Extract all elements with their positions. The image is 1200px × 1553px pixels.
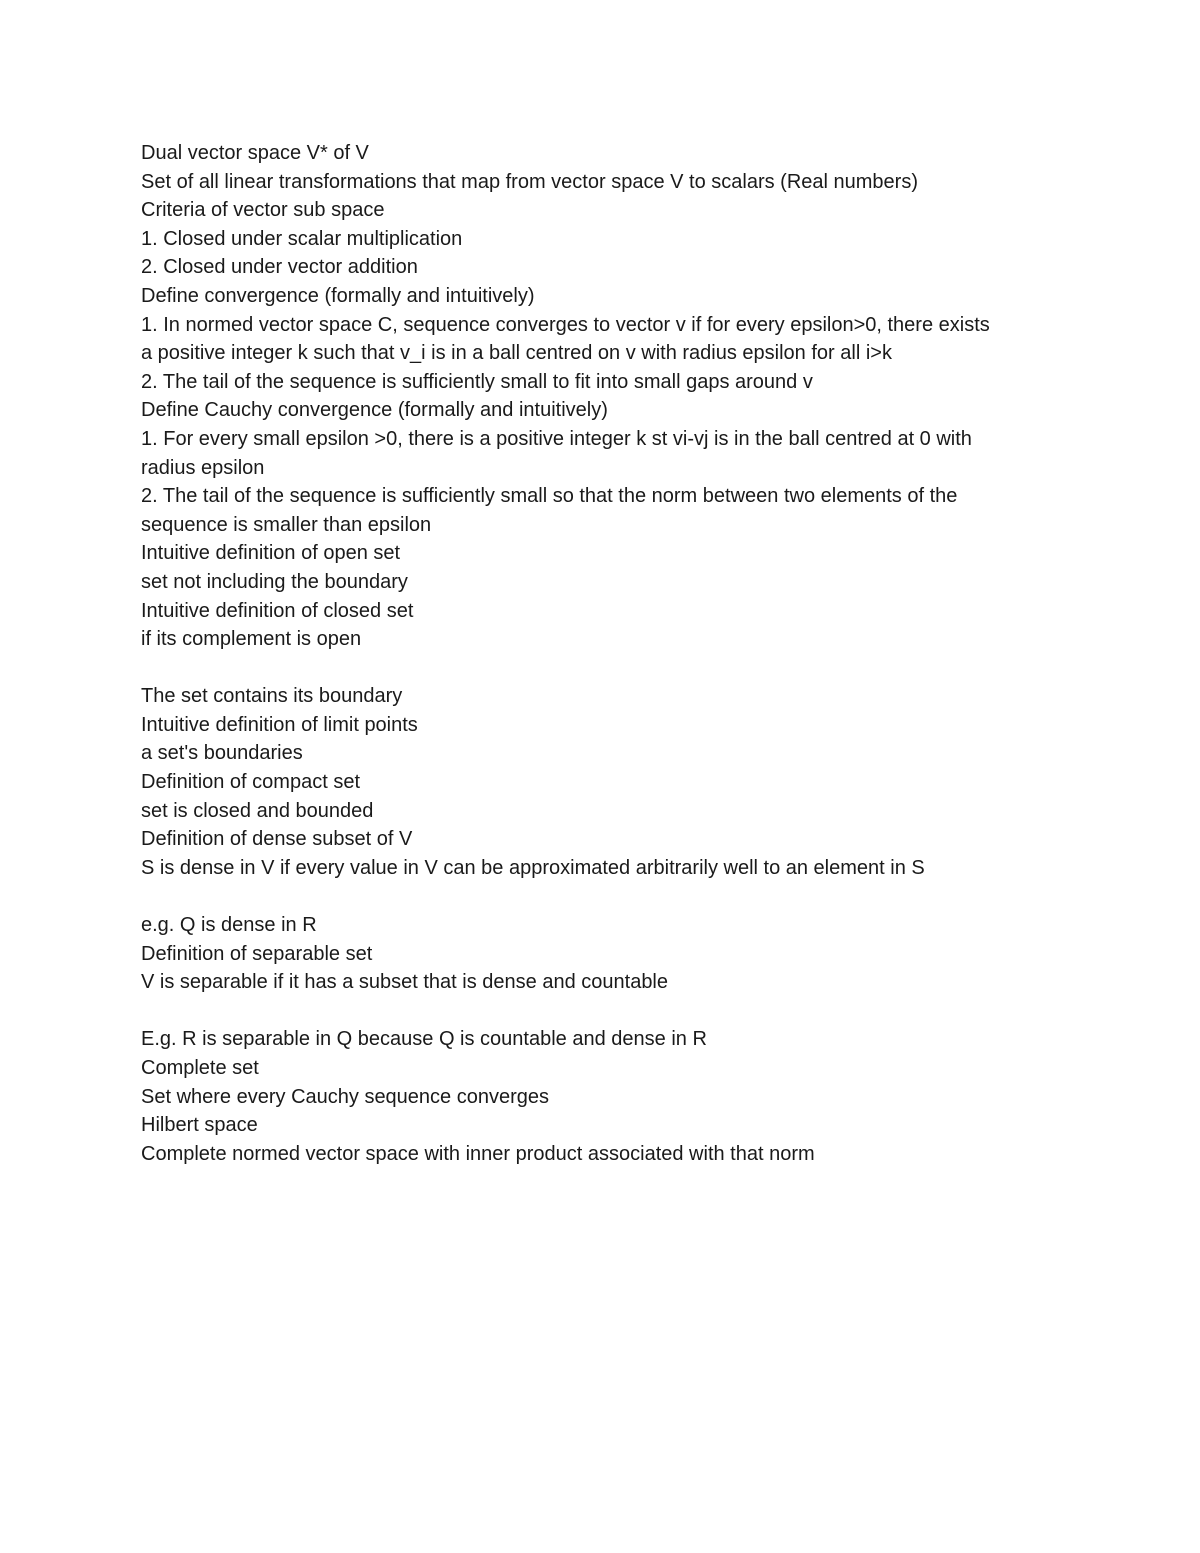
text-line: Definition of separable set [141, 942, 373, 965]
document-body [141, 139, 1081, 1168]
blank-line [141, 882, 1081, 911]
text-line: 1. Closed under scalar multiplication [141, 227, 463, 250]
text-line: E.g. R is separable in Q because Q is countable and dense in R [141, 1028, 707, 1051]
text-line: Set where every Cauchy sequence converges [141, 1085, 550, 1108]
text-line: Definition of compact set [141, 771, 360, 794]
text-line: if its complement is open [141, 628, 362, 651]
text-line: 2. Closed under vector addition [141, 256, 418, 279]
blank-line [141, 654, 1081, 683]
text-line: 1. In normed vector space C, sequence converges to vector v if for every epsilon>0, there exists [141, 313, 990, 336]
text-line: a set's boundaries [141, 742, 303, 765]
text-line: Intuitive definition of closed set [141, 599, 414, 622]
text-line: set not including the boundary [141, 570, 408, 593]
text-line: S is dense in V if every value in V can be approximated arbitrarily well to an element in S [141, 856, 925, 879]
text-line: a positive integer k such that v_i is in a ball centred on v with radius epsilon for all i>k [141, 342, 892, 365]
text-line: Definition of dense subset of V [141, 828, 413, 851]
blank-line [141, 997, 1081, 1026]
text-line: Intuitive definition of limit points [141, 713, 418, 736]
text-line: Dual vector space V* of V [141, 142, 369, 164]
text-line: Complete normed vector space with inner product associated with that norm [141, 1142, 815, 1165]
text-line: Hilbert space [141, 1114, 258, 1137]
text-line: sequence is smaller than epsilon [141, 513, 432, 536]
text-line: 2. The tail of the sequence is sufficiently small to fit into small gaps around v [141, 370, 813, 393]
text-line: radius epsilon [141, 456, 265, 479]
text-line: Define convergence (formally and intuitively) [141, 284, 535, 307]
text-line: Criteria of vector sub space [141, 199, 385, 222]
text-line: 2. The tail of the sequence is sufficiently small so that the norm between two elements of the [141, 485, 958, 508]
text-line: set is closed and bounded [141, 799, 374, 822]
text-line: Complete set [141, 1057, 259, 1079]
text-line: Define Cauchy convergence (formally and intuitively) [141, 399, 608, 422]
text-line: Set of all linear transformations that map from vector space V to scalars (Real numbers) [141, 170, 918, 193]
text-line: e.g. Q is dense in R [141, 914, 317, 937]
text-line: V is separable if it has a subset that is dense and countable [141, 971, 669, 994]
text-line: Intuitive definition of open set [141, 542, 401, 565]
text-line: The set contains its boundary [141, 685, 403, 708]
text-line: 1. For every small epsilon >0, there is a positive integer k st vi-vj is in the ball centred at 0 with [141, 427, 972, 450]
